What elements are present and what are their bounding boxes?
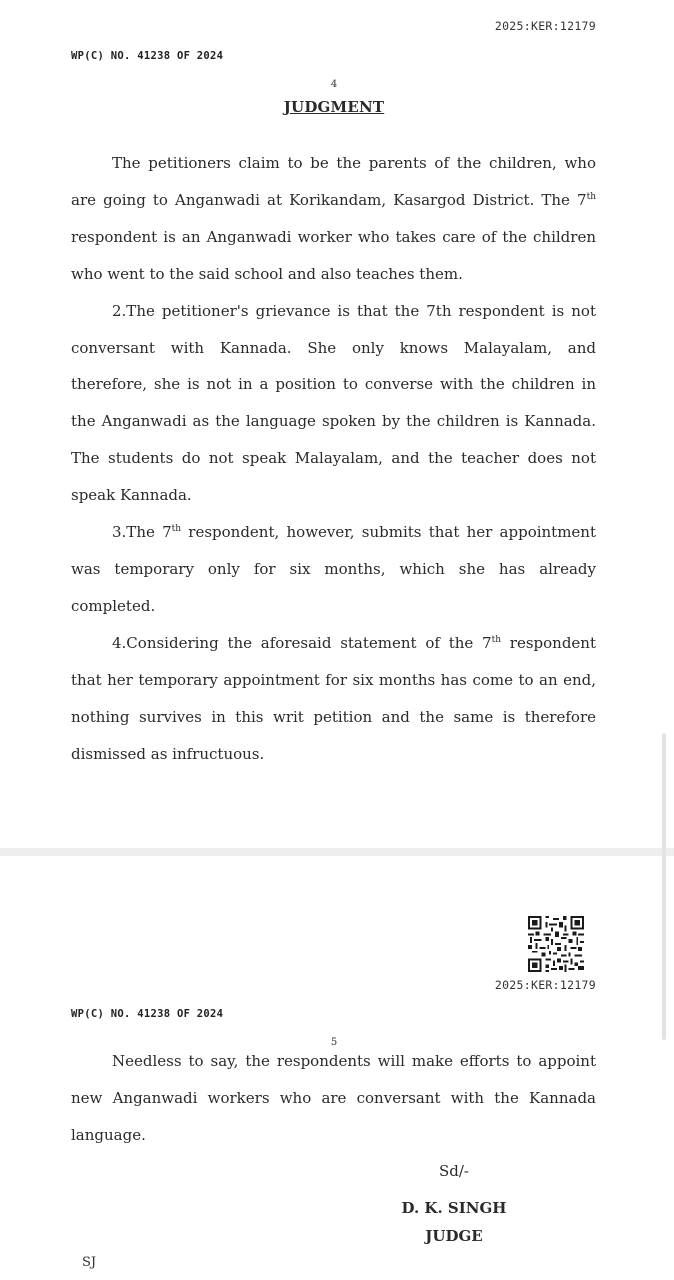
judge-title: JUDGE	[425, 1227, 483, 1245]
neutral-citation: 2025:KER:12179	[494, 978, 596, 992]
judgment-heading: JUDGMENT	[283, 98, 385, 116]
case-number: WP(C) NO. 41238 OF 2024	[71, 1008, 224, 1020]
signature-sd: Sd/-	[439, 1162, 469, 1180]
page-separator	[0, 848, 674, 856]
paragraph-2: 2.The petitioner's grievance is that the 7th respondent is not conversant with Kannada. She only knows Malayalam, and therefore, she is not in a position to converse with the children in the Anganwadi as the language spoken by the children is Kannada. The students do not speak Malayalam, and the teacher does not speak Kannada.	[71, 301, 596, 505]
typist-initials: SJ	[82, 1255, 97, 1270]
judgment-page-5	[0, 856, 674, 1280]
judgment-body	[71, 145, 596, 772]
page-number: 4	[330, 79, 338, 90]
case-number: WP(C) NO. 41238 OF 2024	[71, 50, 224, 62]
judgment-body	[71, 1043, 596, 1154]
qr-code-icon	[528, 916, 584, 972]
neutral-citation: 2025:KER:12179	[494, 19, 596, 33]
paragraph-1: The petitioners claim to be the parents of the children, who are going to Anganwadi at Korikandam, Kasargod District. The 7th respondent is an Anganwadi worker who takes care of the children who went to the said school and also teaches them.	[71, 154, 596, 283]
judge-name: D. K. SINGH	[401, 1199, 507, 1217]
scrollbar[interactable]	[662, 733, 666, 1040]
page-number: 5	[330, 1037, 338, 1048]
paragraph-3: 3.The 7th respondent, however, submits that her appointment was temporary only for six months, which she has already completed.	[71, 523, 596, 615]
paragraph-4: 4.Considering the aforesaid statement of the 7th respondent that her temporary appointment for six months has come to an end, nothing survives in this writ petition and the same is therefore dismissed as infructuous.	[71, 633, 596, 763]
paragraph-5: Needless to say, the respondents will make efforts to appoint new Anganwadi workers who are conversant with the Kannada language.	[71, 1052, 596, 1144]
